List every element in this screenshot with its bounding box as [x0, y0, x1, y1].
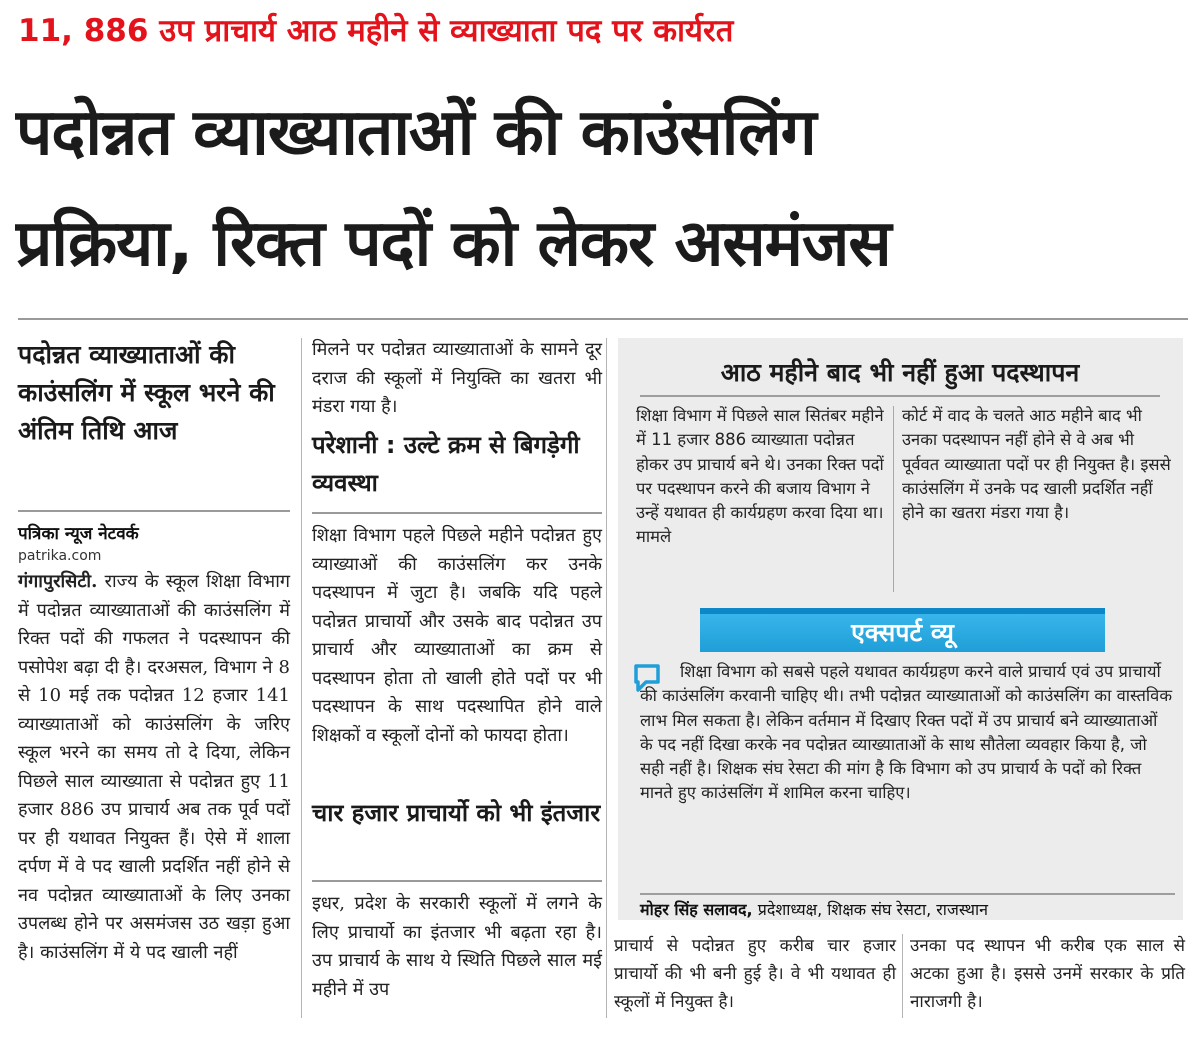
bottom-column-2: उनका पद स्थापन भी करीब एक साल से अटका हुआ है। इससे उनमें सरकार के प्रति नाराजगी है। — [910, 936, 1185, 1012]
left-column — [18, 336, 290, 1016]
middle-subhead-2: चार हजार प्राचार्यो को भी इंतजार — [312, 799, 601, 827]
website-link[interactable]: patrika.com — [18, 548, 102, 564]
box-column-1: शिक्षा विभाग में पिछले साल सितंबर महीने में 11 हजार 886 व्याख्याता पदोन्नत होकर उप प्राचार्य बने थे। उनका रिक्त पदों पर पदस्थापन करने की बजाय विभाग ने उन्हें यथावत ही कार्यग्रहण करवा दिया था। मामले — [636, 406, 884, 547]
box-column-2: कोर्ट में वाद के चलते आठ महीने बाद भी उनका पदस्थापन नहीं होने से वे अब भी पूर्ववत व्याख्याता पदों पर ही नियुक्त है। इससे काउंसलिंग में उनके पद खाली प्रदर्शित नहीं होने का खतरा मंडरा गया है। — [902, 406, 1171, 523]
expert-view-banner: एक्सपर्ट व्यू — [700, 608, 1105, 652]
expert-attribution — [640, 893, 1175, 919]
bottom-column-divider — [902, 934, 903, 1018]
middle-para-1: शिक्षा विभाग पहले पिछले महीने पदोन्नत हुए व्याख्याओं की काउंसलिंग कर उनके पदस्थापन में जुटा है। जबकि यदि पहले पदोन्नत प्राचार्यो और उसके बाद पदोन्नत उप प्राचार्य और व्याख्याताओं का क्रम से पदस्थापन होता तो खाली होते पदों पर भी पदस्थापन के साथ पदस्थापित होने वाले शिक्षकों व स्कूलों दोनों को फायदा होता। — [312, 525, 602, 746]
dateline: गंगापुरसिटी. — [18, 571, 98, 592]
expert-quote-text: शिक्षा विभाग को सबसे पहले यथावत कार्यग्रहण करने वाले प्राचार्य एवं उप प्राचार्यो की काउंसलिंग करवानी चाहिए थी। तभी पदोन्नत व्याख्याताओं को काउंसलिंग का वास्तविक लाभ मिल सकता है। लेकिन वर्तमान में दिखाए रिक्त पदों में उप प्राचार्य बने व्याख्याताओं के पद नहीं दिखा करके नव पदोन्नत व्याख्याताओं के साथ सौतेला व्यवहार किया है, जो सही नहीं है। शिक्षक संघ रेसटा की मांग है कि विभाग को उप प्राचार्य के पदों को रिक्त मानते हुए काउंसलिंग में शामिल करना चाहिए। — [640, 662, 1173, 803]
middle-para-2: इधर, प्रदेश के सरकारी स्कूलों में लगने के लिए प्राचार्यो का इंतजार भी बढ़ता रहा है। उप प्राचार्य के साथ ये स्थिति पिछले साल मई महीने में उप — [312, 893, 602, 1000]
headline-line-2: प्रक्रिया, रिक्त पदों को लेकर असमंजस — [16, 207, 891, 281]
expert-name: मोहर सिंह सलावद, — [640, 900, 753, 919]
kicker-headline: 11, 886 उप प्राचार्य आठ महीने से व्याख्याता पद पर कार्यरत — [18, 13, 734, 49]
box-column-divider — [893, 406, 894, 592]
bottom-column-1: प्राचार्य से पदोन्नत हुए करीब चार हजार प्राचार्यो की भी बनी हुई है। वे भी यथावत ही स्कूलों में नियुक्त है। — [614, 936, 896, 1012]
left-subhead: पदोन्नत व्याख्याताओं की काउंसलिंग में स्कूल भरने की अंतिम तिथि आज — [18, 340, 275, 445]
box-title: आठ महीने बाद भी नहीं हुआ पदस्थापन — [640, 349, 1160, 397]
byline: पत्रिका न्यूज नेटवर्क — [18, 524, 139, 544]
column-divider-1 — [301, 338, 302, 1018]
column-divider-2 — [606, 338, 607, 1018]
headline-divider — [18, 318, 1188, 320]
left-body-text — [18, 568, 290, 1048]
left-body: राज्य के स्कूल शिक्षा विभाग में पदोन्नत व्याख्याताओं की काउंसलिंग में रिक्त पदों की गफलत ने पदस्थापन की पसोपेश बढ़ा दी है। दरअसल, विभाग ने 8 से 10 मई तक पदोन्नत 12 हजार 141 व्याख्याताओं को काउंसलिंग के जरिए स्कूल भरने का समय तो दे दिया, लेकिन पिछले साल व्याख्याता से पदोन्नत हुए 11 हजार 886 उप प्राचार्य अब तक पूर्व पदों पर ही यथावत नियुक्त हैं। ऐसे में शाला दर्पण में वे पद खाली प्रदर्शित नहीं होने से नव पदोन्नत व्याख्याताओं के लिए उनका उपलब्ध होने पर असमंजस उठ खड़ा हुआ है। काउंसलिंग में ये पद खाली नहीं — [18, 571, 290, 963]
middle-intro: मिलने पर पदोन्नत व्याख्याताओं के सामने दूर दराज की स्कूलों में नियुक्ति का खतरा भी मंडरा गया है। — [312, 339, 602, 417]
middle-divider-2 — [312, 880, 602, 882]
middle-subhead-1: परेशानी : उल्टे क्रम से बिगड़ेगी व्यवस्था — [312, 431, 580, 497]
middle-divider-1 — [312, 512, 602, 514]
byline-divider — [18, 510, 290, 512]
expert-designation: प्रदेशाध्यक्ष, शिक्षक संघ रेसटा, राजस्थान — [752, 900, 988, 919]
main-headline — [16, 78, 1191, 300]
middle-column — [312, 336, 602, 1016]
expert-quote — [640, 660, 1175, 890]
headline-line-1: पदोन्नत व्याख्याताओं की काउंसलिंग — [16, 96, 816, 170]
